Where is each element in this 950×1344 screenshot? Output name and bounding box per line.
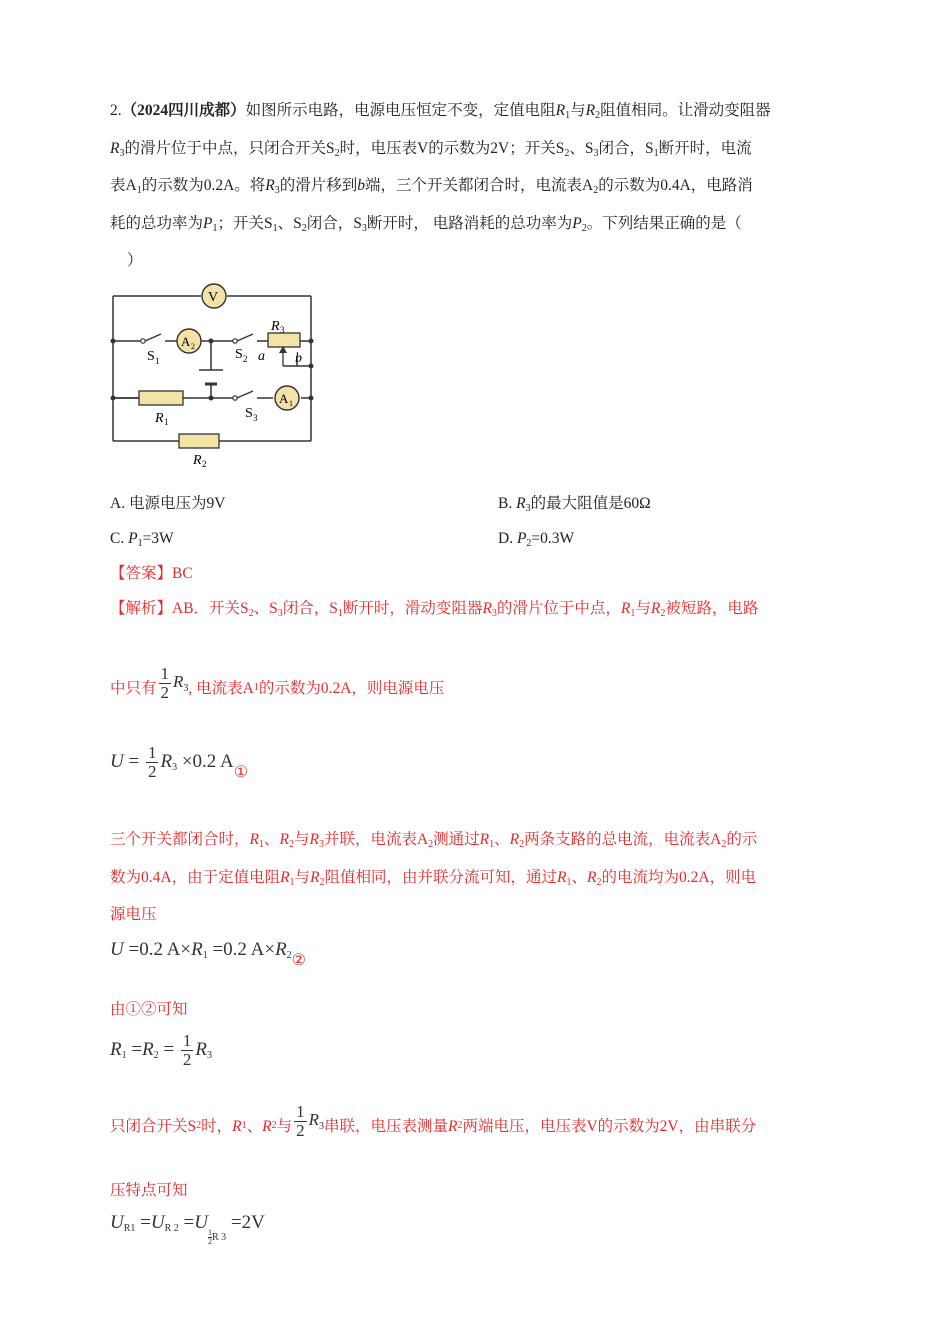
- question-line-1: 2.（2024四川成都）如图所示电路，电源电压恒定不变，定值电阻$R_1$与$R_2$阻值相同。让滑动变阻器: [110, 102, 771, 121]
- svg-text:2: 2: [202, 459, 207, 469]
- slider-end-a: a: [258, 349, 265, 364]
- question-line-4: 耗的总功率为$P_1$；开关$S_1$、$S_2$闭合，$S_3$断开时， 电路消耗的总功率为$P_2$。下列结果正确的是（: [110, 215, 742, 234]
- option-b: B. $R_3$的最大阻值是60Ω: [498, 495, 651, 514]
- fraction-half: $\frac{1}{2}$: [160, 663, 170, 702]
- option-d: D. $P_2=0.3W$: [498, 530, 575, 549]
- svg-text:1: 1: [289, 399, 293, 408]
- question-line-5: ）: [127, 252, 143, 269]
- equation-1: U = $\frac{1}{2}$ R3 ×0.2 $A_①$: [110, 743, 249, 781]
- equation-3: R1 =R2 = $\frac{1}{2}$ R3: [110, 1031, 213, 1069]
- switch-s3-label: S: [245, 406, 253, 421]
- analysis-line-5: 源电压: [110, 906, 157, 923]
- svg-text:3: 3: [253, 413, 258, 423]
- svg-text:3: 3: [280, 325, 285, 335]
- equation-4: UR1 =UR 2 =U $\frac{1}{2}$ $_{R 3}$ =2V: [110, 1212, 265, 1246]
- svg-text:2: 2: [191, 342, 195, 351]
- analysis-line-1: 【解析】AB．开关$S_2$、$S_3$闭合，$S_1$断开时，滑动变阻器$R_3$的滑片位于中点，$R_1$与$R_2$被短路，电路: [110, 600, 759, 619]
- circuit-diagram: [105, 280, 325, 470]
- svg-text:2: 2: [243, 354, 248, 364]
- svg-text:1: 1: [164, 417, 169, 427]
- answer-line: 【答案】BC: [110, 565, 193, 582]
- question-line-3: 表$A_1$的示数为0.2A。将$R_3$的滑片移到b端，三个开关都闭合时，电流表$A_2$的示数为0.4A，电路消: [110, 177, 753, 196]
- voltmeter-label: V: [208, 290, 219, 305]
- fraction-half-2: $\frac{1}{2}$: [296, 1101, 305, 1140]
- analysis-line-2: 中只有 $\frac{1}{2}$ $R_3$, 电流表$A_1$的示数为0.2A，则电源电压: [110, 663, 445, 702]
- option-a: A. 电源电压为9V: [110, 495, 226, 512]
- analysis-line-7: 只闭合开关$S_2$时，$R_1$、$R_2$与 $\frac{1}{2}$ $R_3$串联，电压表测量$R_2$两端电压，电压表V的示数为2V，由串联分: [110, 1101, 757, 1140]
- ammeter-a2-label: A: [181, 334, 191, 349]
- switch-s2-label: S: [235, 347, 243, 362]
- analysis-line-6: 由①②可知: [110, 1001, 188, 1018]
- ammeter-a1-label: A: [279, 391, 289, 406]
- resistor-r1-label: R: [155, 411, 164, 426]
- resistor-r2-label: R: [193, 453, 202, 468]
- analysis-line-3: 三个开关都闭合时，$R_1$、$R_2$与$R_3$并联，电流表$A_2$测通过$R_1$、$R_2$两条支路的总电流，电流表$A_2$的示: [110, 831, 758, 850]
- equation-2: U =0.2 A×R1 =0.2 $A\times R2_②$: [110, 939, 307, 969]
- analysis-line-4: 数为0.4A，由于定值电阻$R_1$与$R_2$阻值相同，由并联分流可知，通过$R_1$、$R_2$的电流均为0.2A，则电: [110, 869, 757, 888]
- question-line-2: $R_3$的滑片位于中点，只闭合开关$S_2$时，电压表V的示数为2V；开关$S_2$、$S_3$闭合，$S_1$断开时，电流: [110, 140, 752, 159]
- option-c: C. $P_1=3W$: [110, 530, 174, 549]
- resistor-r3-label: R: [271, 319, 280, 334]
- analysis-line-8: 压特点可知: [110, 1182, 188, 1199]
- switch-s1-label: S: [147, 349, 155, 364]
- slider-end-b: b: [295, 351, 302, 366]
- svg-text:1: 1: [155, 356, 160, 366]
